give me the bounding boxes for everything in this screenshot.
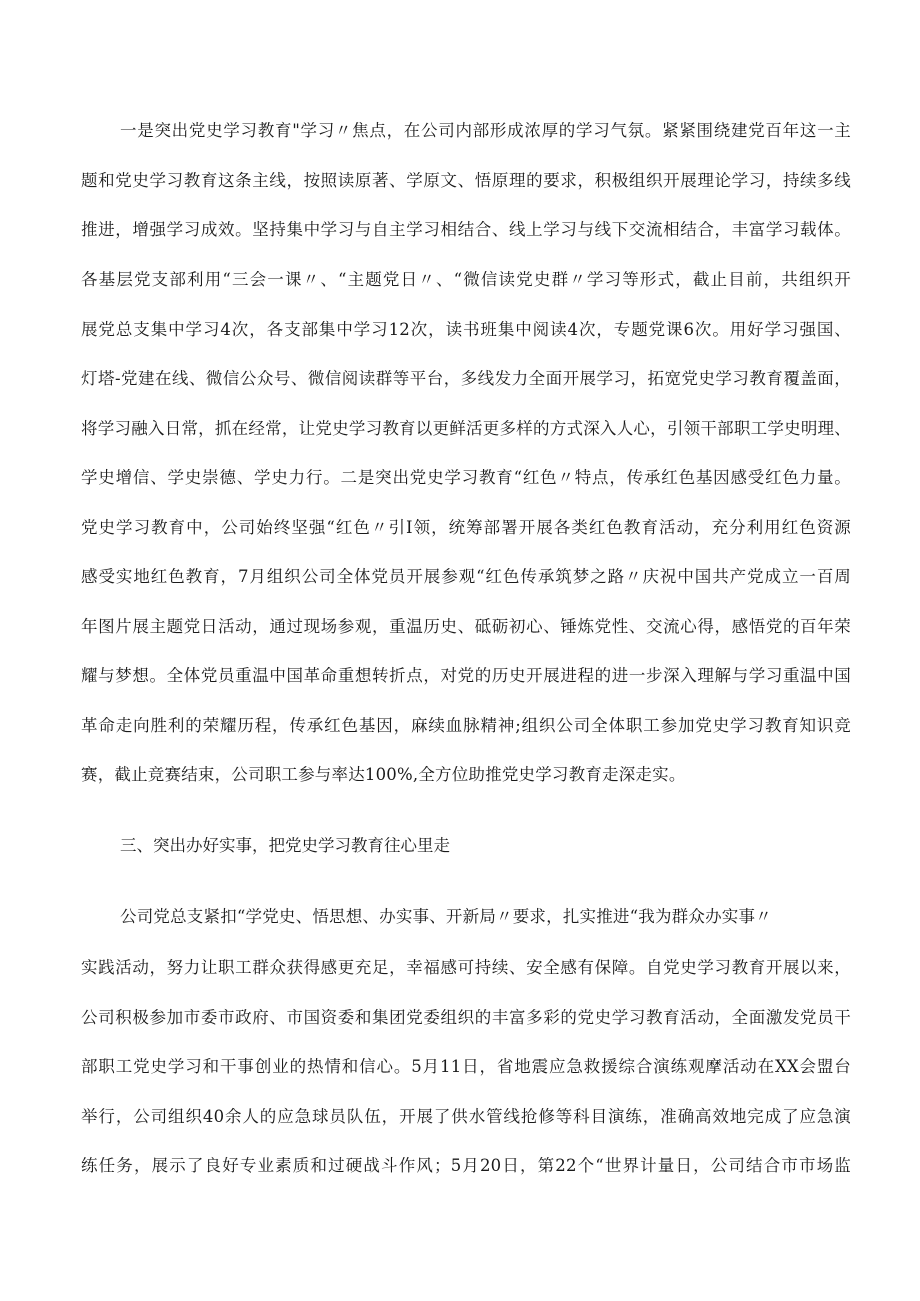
paragraph-2-line-3: 公司积极参加市委市政府、市国资委和集团党委组织的丰富多彩的党史学习教育活动，全面激发党员干	[81, 1008, 851, 1027]
paragraph-1-line-8: 学史增信、学史崇德、学史力行。二是突出党史学习教育“红色〃特点，传承红色基因感受红色力量。	[81, 468, 851, 487]
paragraph-1-line-13: 革命走向胜利的荣耀历程，传承红色基因，麻续血脉精神;组织公司全体职工参加党史学习教育知识竞	[81, 716, 851, 735]
paragraph-1-line-5: 展党总支集中学习4次，各支部集中学习12次，读书班集中阅读4次，专题党课6次。用好学习强国、	[81, 320, 851, 339]
paragraph-1-line-3: 推进，增强学习成效。坚持集中学习与自主学习相结合、线上学习与线下交流相结合，丰富学习载体。	[81, 220, 851, 239]
paragraph-1-line-1: 一是突出党史学习教育"学习〃焦点，在公司内部形成浓厚的学习气氛。紧紧围绕建党百年这一主	[120, 121, 851, 140]
paragraph-1-line-6: 灯塔-党建在线、微信公众号、微信阅读群等平台，多线发力全面开展学习，拓宽党史学习教育覆盖面，	[81, 369, 851, 388]
paragraph-1-line-11: 年图片展主题党日活动，通过现场参观，重温历史、砥砺初心、锤炼党性、交流心得，感悟党的百年荣	[81, 617, 851, 636]
paragraph-2-line-4: 部职工党史学习和干事创业的热情和信心。5月11日，省地震应急救援综合演练观摩活动在XX会盟台	[81, 1057, 851, 1076]
paragraph-1-line-7: 将学习融入日常，抓在经常，让党史学习教育以更鲜活更多样的方式深入人心，引领干部职工学史明理、	[81, 419, 851, 438]
section-heading: 三、突出办好实事，把党史学习教育往心里走	[120, 836, 450, 855]
paragraph-1-line-9: 党史学习教育中，公司始终坚强“红色〃引I领，统筹部署开展各类红色教育活动，充分利用红色资源	[81, 518, 851, 537]
paragraph-1-line-12: 耀与梦想。全体党员重温中国革命重想转折点，对党的历史开展进程的进一步深入理解与学习重温中国	[81, 666, 851, 685]
paragraph-1-line-14: 赛，截止竞赛结束，公司职工参与率达100%,全方位助推党史学习教育走深走实。	[81, 765, 686, 784]
paragraph-1-line-10: 感受实地红色教育，7月组织公司全体党员开展参观“红色传承筑梦之路〃庆祝中国共产党成立一百周	[81, 567, 851, 586]
paragraph-1-line-4: 各基层党支部利用“三会一课〃、“主题党日〃、“微信读党史群〃学习等形式，截止目前，共组织开	[81, 270, 851, 289]
paragraph-2-line-5: 举行，公司组织40余人的应急球员队伍，开展了供水管线抢修等科目演练，准确高效地完成了应急演	[81, 1107, 851, 1126]
paragraph-2-line-6: 练任务，展示了良好专业素质和过硬战斗作风；5月20日，第22个“世界计量日，公司结合市市场监	[81, 1156, 851, 1175]
paragraph-2-line-1: 公司党总支紧扣“学党史、悟思想、办实事、开新局〃要求，扎实推进“我为群众办实事〃	[120, 907, 772, 926]
paragraph-2-line-2: 实践活动，努力让职工群众获得感更充足，幸福感可持续、安全感有保障。自党史学习教育开展以来，	[81, 958, 851, 977]
paragraph-1-line-2: 题和党史学习教育这条主线，按照读原著、学原文、悟原理的要求，积极组织开展理论学习，持续多线	[81, 171, 851, 190]
